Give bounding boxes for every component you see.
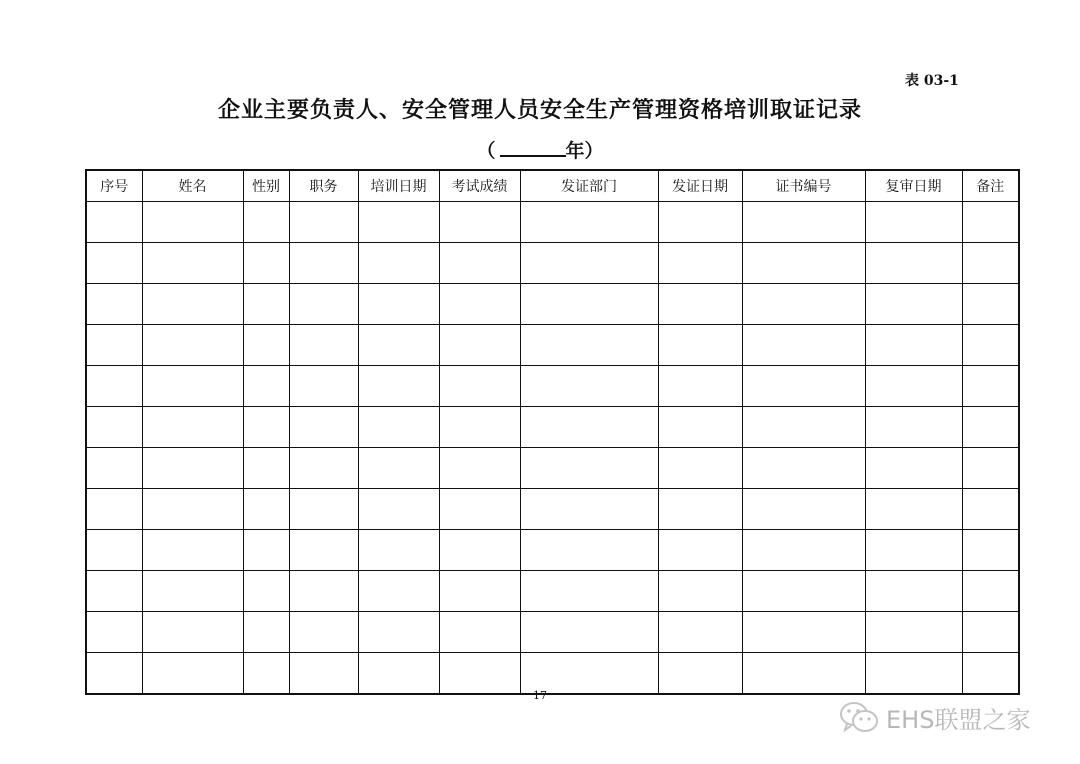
table-cell [243,325,289,366]
table-cell [243,407,289,448]
table-cell [243,284,289,325]
table-cell [520,530,658,571]
table-header-row [86,170,1019,202]
table-cell [658,407,742,448]
table-cell [962,202,1019,243]
form-code: 表 03-1 [905,73,959,89]
table-cell [742,325,865,366]
table-cell [358,571,439,612]
table-cell [243,530,289,571]
table-cell [865,448,962,489]
table-cell [658,284,742,325]
table-cell [289,448,358,489]
table-cell [962,284,1019,325]
column-header: 序号 [86,170,142,202]
table-cell [439,571,520,612]
table-cell [742,571,865,612]
table-cell [865,530,962,571]
table-cell [289,571,358,612]
table-cell [142,284,243,325]
table-cell [289,612,358,653]
table-cell [865,202,962,243]
table-cell [865,612,962,653]
column-header: 培训日期 [358,170,439,202]
table-row [86,612,1019,653]
table-cell [658,325,742,366]
table-cell [962,366,1019,407]
table-cell [520,407,658,448]
column-header: 性别 [243,170,289,202]
table-cell [142,243,243,284]
table-cell [439,325,520,366]
table-cell [658,612,742,653]
table-cell [520,448,658,489]
table-cell [86,489,142,530]
table-cell [520,202,658,243]
table-cell [358,284,439,325]
table-cell [962,530,1019,571]
table-cell [962,653,1019,695]
table-cell [865,653,962,695]
table-cell [658,571,742,612]
table-cell [142,448,243,489]
table-cell [289,243,358,284]
table-cell [358,489,439,530]
table-cell [742,530,865,571]
table-cell [289,284,358,325]
document-title: 企业主要负责人、安全管理人员安全生产管理资格培训取证记录 [217,97,862,123]
year-suffix: 年） [565,140,604,162]
table-cell [865,407,962,448]
table-body [86,202,1019,695]
table-cell [86,325,142,366]
year-line [0,136,1080,163]
table-cell [243,202,289,243]
table-cell [243,612,289,653]
table-cell [142,653,243,695]
table-cell [358,653,439,695]
table-cell [243,489,289,530]
table-cell [658,366,742,407]
table-cell [142,612,243,653]
watermark [838,697,1030,737]
table-row [86,243,1019,284]
column-header: 证书编号 [742,170,865,202]
table-cell [520,571,658,612]
table-cell [142,202,243,243]
table-row [86,530,1019,571]
table-cell [142,571,243,612]
table-row [86,325,1019,366]
table-cell [520,489,658,530]
table-cell [142,407,243,448]
table-cell [962,612,1019,653]
table-cell [439,448,520,489]
wechat-account-icon [838,699,880,735]
table-row [86,202,1019,243]
table-cell [243,571,289,612]
table-cell [520,325,658,366]
year-blank-field [500,137,566,157]
table-cell [962,325,1019,366]
table-row [86,653,1019,695]
table-cell [742,612,865,653]
table-cell [142,530,243,571]
table-cell [358,202,439,243]
table-cell [243,448,289,489]
table-cell [243,653,289,695]
table-cell [742,284,865,325]
table-cell [289,489,358,530]
table-cell [243,366,289,407]
training-record-table [85,169,1020,695]
table-cell [142,325,243,366]
table-cell [358,530,439,571]
table-cell [86,448,142,489]
table-cell [742,407,865,448]
table-cell [86,571,142,612]
column-header: 职务 [289,170,358,202]
table-cell [289,366,358,407]
table-cell [439,407,520,448]
table-cell [439,243,520,284]
table-cell [742,243,865,284]
year-open-paren: （ [476,140,496,162]
column-header: 考试成绩 [439,170,520,202]
table-cell [358,243,439,284]
table-cell [865,284,962,325]
table-cell [439,489,520,530]
table-cell [520,653,658,695]
table-cell [289,202,358,243]
table-cell [86,284,142,325]
table-cell [289,407,358,448]
table-cell [142,489,243,530]
table-cell [289,530,358,571]
table-cell [358,366,439,407]
table-cell [742,366,865,407]
table-cell [658,653,742,695]
table-cell [865,243,962,284]
table-cell [439,284,520,325]
table-cell [962,407,1019,448]
table-cell [962,243,1019,284]
table-cell [439,366,520,407]
table-cell [865,489,962,530]
table-cell [520,243,658,284]
table-cell [742,448,865,489]
column-header: 备注 [962,170,1019,202]
table-cell [865,325,962,366]
table-cell [865,366,962,407]
table-cell [439,530,520,571]
table-cell [86,243,142,284]
table-cell [658,489,742,530]
table-cell [520,612,658,653]
table-cell [658,243,742,284]
table-cell [289,325,358,366]
table-cell [658,448,742,489]
table-cell [439,612,520,653]
table-cell [658,202,742,243]
table-row [86,407,1019,448]
table-row [86,571,1019,612]
table-cell [142,366,243,407]
table-cell [86,530,142,571]
table-row [86,448,1019,489]
table-cell [358,407,439,448]
table-cell [86,612,142,653]
table-cell [86,407,142,448]
table-cell [358,325,439,366]
table-cell [962,448,1019,489]
table-cell [439,202,520,243]
table-cell [962,571,1019,612]
table-cell [86,366,142,407]
table-cell [962,489,1019,530]
column-header: 复审日期 [865,170,962,202]
table-cell [358,448,439,489]
table-cell [742,489,865,530]
table-cell [243,243,289,284]
table-cell [439,653,520,695]
table-row [86,366,1019,407]
watermark-text: EHS联盟之家 [886,705,1031,734]
column-header: 姓名 [142,170,243,202]
table-cell [658,530,742,571]
table-cell [520,284,658,325]
column-header: 发证日期 [658,170,742,202]
table-cell [289,653,358,695]
table-cell [865,571,962,612]
table-cell [86,653,142,695]
table-row [86,489,1019,530]
table-cell [358,612,439,653]
page-number: 17 [533,689,547,702]
table-cell [742,202,865,243]
table-cell [742,653,865,695]
table-cell [86,202,142,243]
column-header: 发证部门 [520,170,658,202]
table-cell [520,366,658,407]
table-row [86,284,1019,325]
